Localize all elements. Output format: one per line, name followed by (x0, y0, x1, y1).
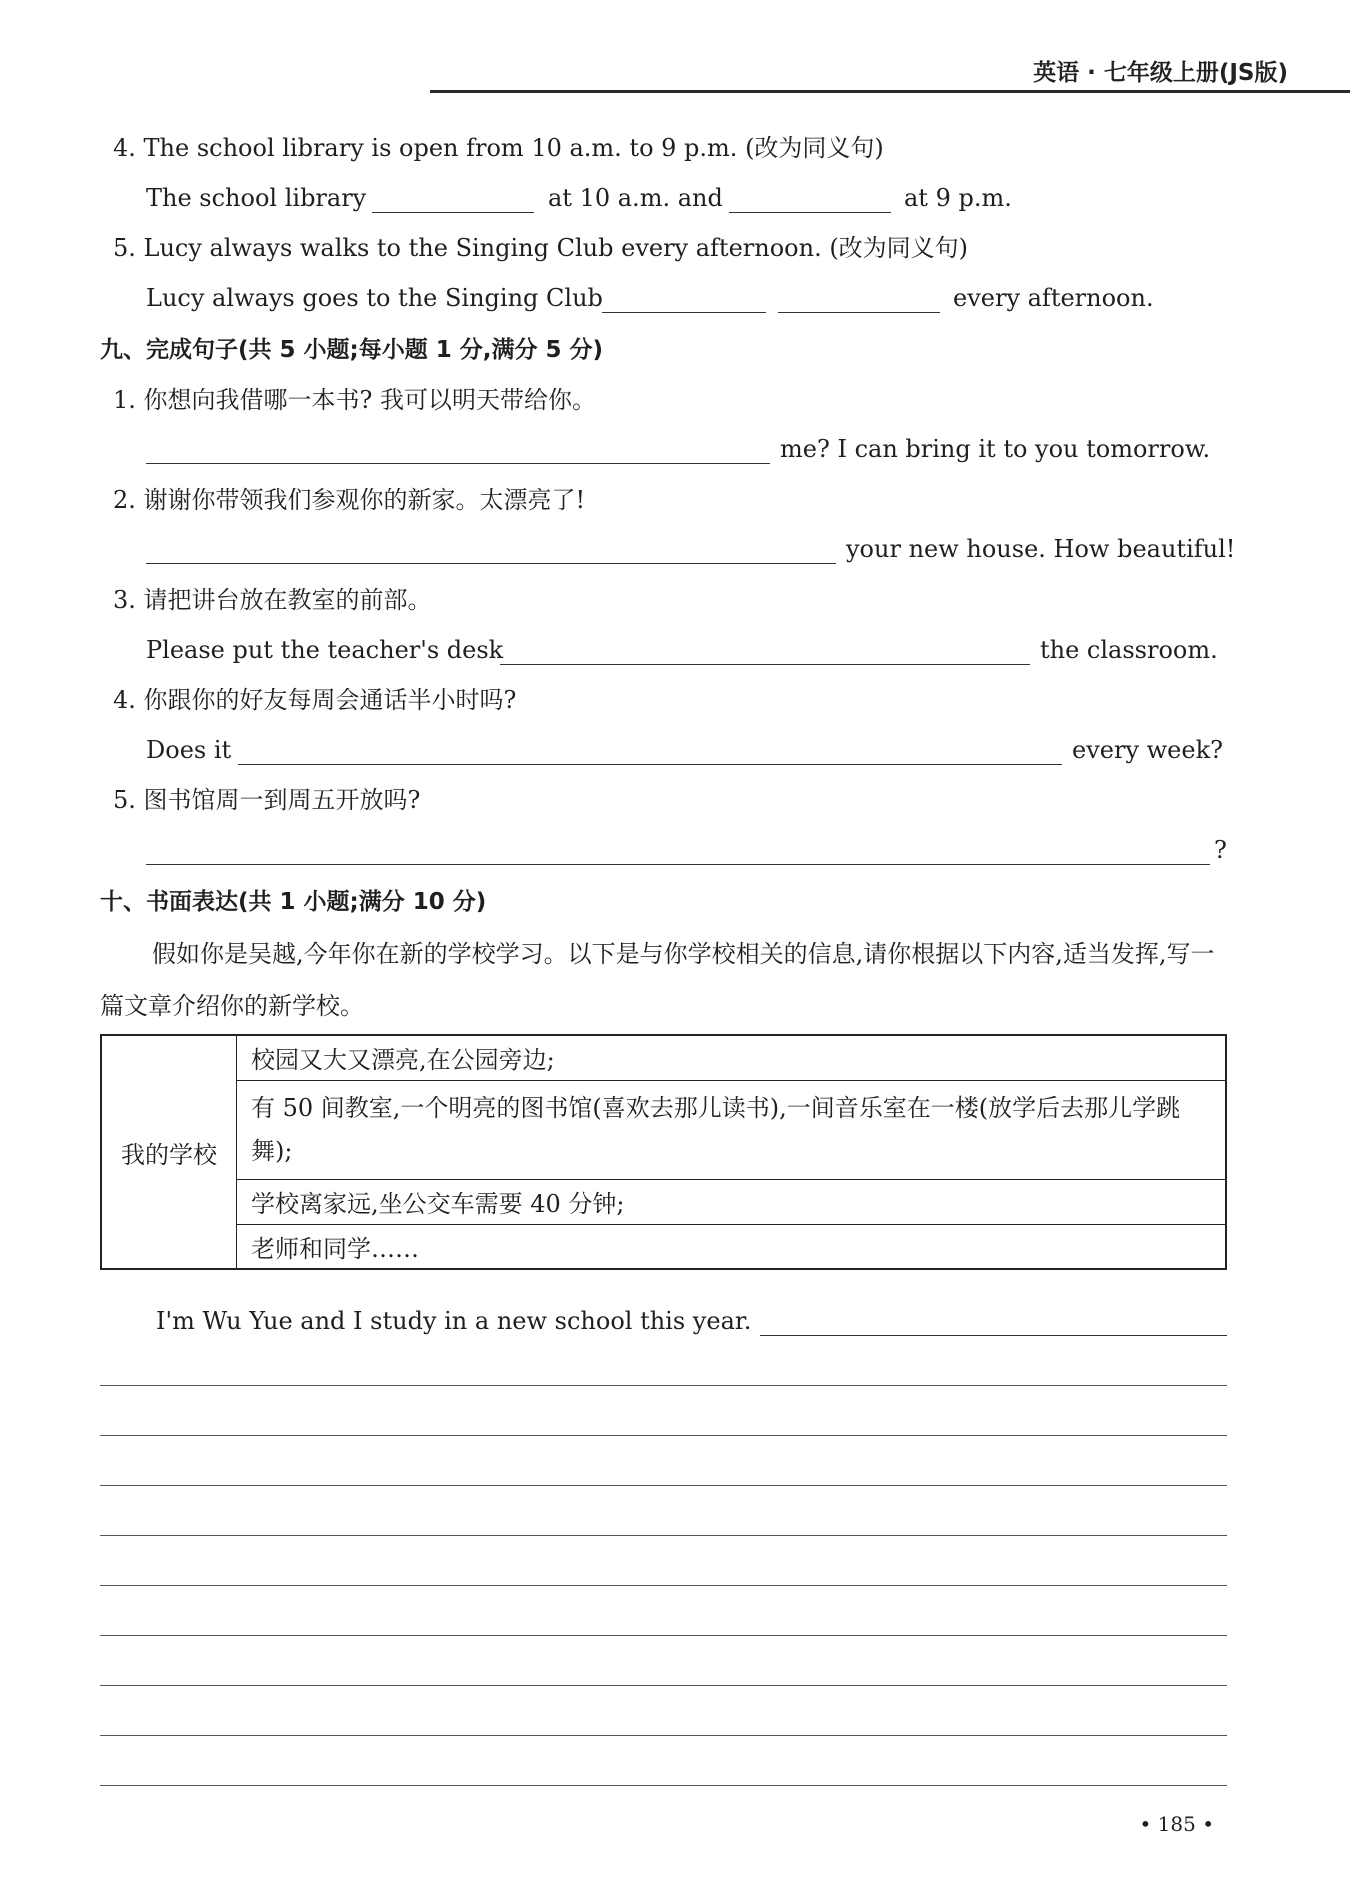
s8-q4-prompt: 4. The school library is open from 10 a.m. to 9 p.m. (改为同义句) (113, 134, 884, 162)
s9-q5-prompt: 5. 图书馆周一到周五开放吗? (113, 786, 421, 814)
s8-q4-line-end: at 9 p.m. (904, 184, 1012, 212)
table-row-header: 我的学校 (101, 1035, 237, 1269)
s9-q3-lead: Please put the teacher's desk (146, 636, 504, 664)
essay-starter: I'm Wu Yue and I study in a new school this year. (156, 1307, 752, 1335)
table-row-people: 老师和同学…… (237, 1224, 1227, 1269)
essay-line-4[interactable] (100, 1535, 1227, 1536)
essay-line-0[interactable] (760, 1335, 1227, 1336)
s9-q4-blank[interactable] (238, 764, 1062, 765)
s8-q4-blank-1[interactable] (372, 212, 534, 213)
s9-q1-tail: me? I can bring it to you tomorrow. (780, 435, 1211, 463)
section10-heading: 十、书面表达(共 1 小题;满分 10 分) (100, 889, 487, 915)
essay-line-9[interactable] (100, 1785, 1227, 1786)
section10-intro-text: 假如你是吴越,今年你在新的学校学习。以下是与你学校相关的信息,请你根据以下内容,适当发挥,写一篇文章介绍你的新学校。 (100, 940, 1215, 1020)
s8-q5-line-start: Lucy always goes to the Singing Club (146, 284, 603, 312)
s9-q2-blank[interactable] (146, 563, 836, 564)
section9-heading: 九、完成句子(共 5 小题;每小题 1 分,满分 5 分) (100, 337, 604, 363)
header-rule (430, 90, 1350, 93)
s8-q5-blank-1[interactable] (602, 312, 766, 313)
s8-q4-line-start: The school library (146, 184, 367, 212)
school-info-table (100, 1034, 1227, 1270)
essay-line-5[interactable] (100, 1585, 1227, 1586)
s9-q3-tail: the classroom. (1040, 636, 1218, 664)
s8-q5-blank-2[interactable] (778, 312, 940, 313)
s9-q5-tail: ? (1214, 836, 1227, 864)
table-row-facilities: 有 50 间教室,一个明亮的图书馆(喜欢去那儿读书),一间音乐室在一楼(放学后去那儿学跳舞); (237, 1080, 1227, 1179)
s9-q1-prompt: 1. 你想向我借哪一本书? 我可以明天带给你。 (113, 386, 597, 414)
s8-q4-blank-2[interactable] (729, 212, 891, 213)
section10-intro (100, 928, 1228, 1032)
s9-q2-prompt: 2. 谢谢你带领我们参观你的新家。太漂亮了! (113, 486, 586, 514)
table-row-commute: 学校离家远,坐公交车需要 40 分钟; (237, 1179, 1227, 1224)
table-row-campus: 校园又大又漂亮,在公园旁边; (237, 1035, 1227, 1080)
essay-line-8[interactable] (100, 1735, 1227, 1736)
s9-q4-tail: every week? (1072, 736, 1223, 764)
essay-line-3[interactable] (100, 1485, 1227, 1486)
s8-q5-line-end: every afternoon. (953, 284, 1154, 312)
essay-line-7[interactable] (100, 1685, 1227, 1686)
s9-q4-lead: Does it (146, 736, 232, 764)
s8-q4-line-mid: at 10 a.m. and (548, 184, 723, 212)
s8-q5-prompt: 5. Lucy always walks to the Singing Club every afternoon. (改为同义句) (113, 234, 969, 262)
essay-line-2[interactable] (100, 1435, 1227, 1436)
s9-q5-blank[interactable] (146, 864, 1210, 865)
s9-q4-prompt: 4. 你跟你的好友每周会通话半小时吗? (113, 686, 517, 714)
s9-q3-prompt: 3. 请把讲台放在教室的前部。 (113, 586, 432, 614)
essay-line-1[interactable] (100, 1385, 1227, 1386)
essay-line-6[interactable] (100, 1635, 1227, 1636)
s9-q2-tail: your new house. How beautiful! (846, 535, 1236, 563)
page-number: • 185 • (1139, 1812, 1214, 1836)
s9-q1-blank[interactable] (146, 463, 770, 464)
s9-q3-blank[interactable] (500, 664, 1030, 665)
book-title: 英语 · 七年级上册(JS版) (1033, 60, 1288, 86)
